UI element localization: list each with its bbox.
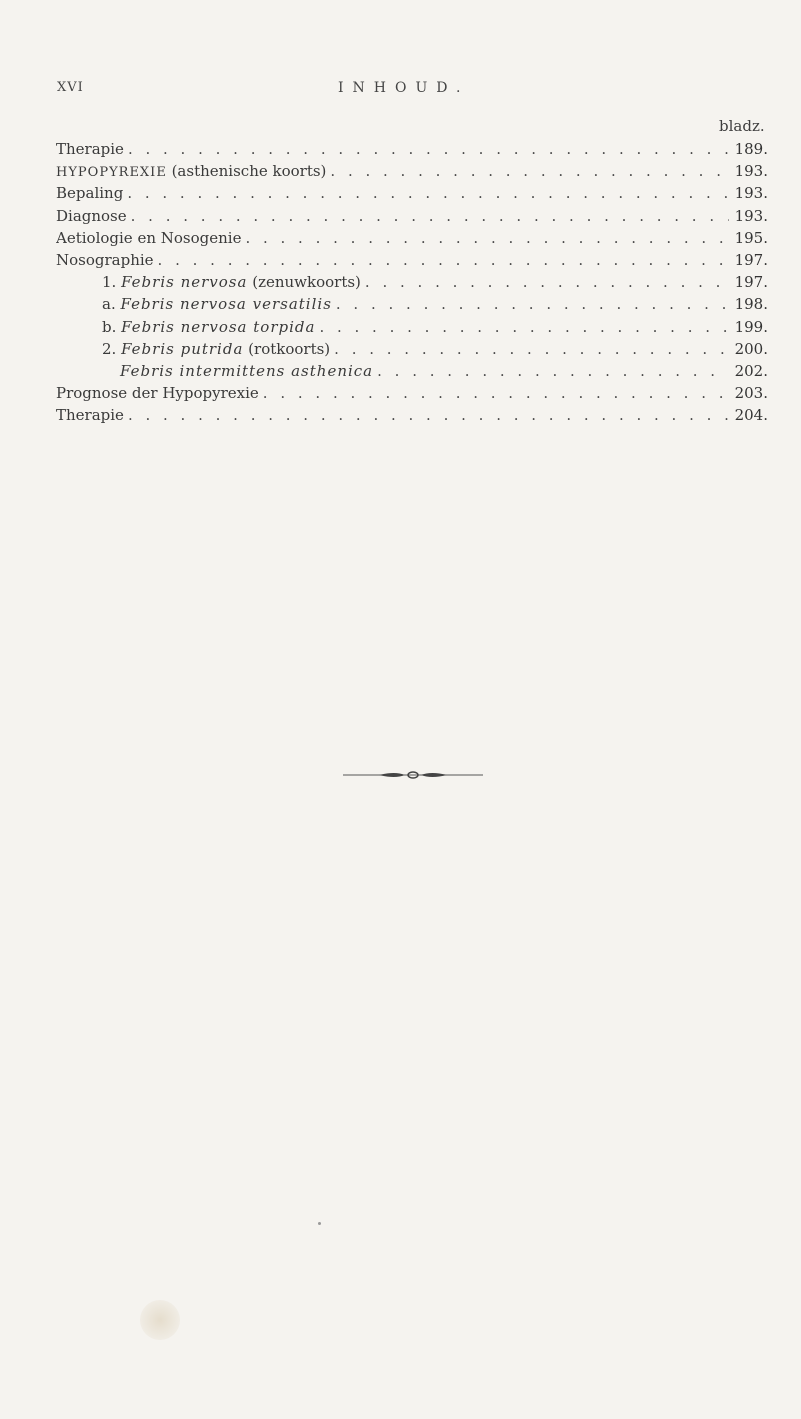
toc-entry-febris-nervosa (56, 273, 768, 295)
toc-entry-page: 203. (734, 384, 768, 403)
dot-leader (245, 229, 728, 247)
toc-entry-subtitle: (rotkoorts) (243, 339, 331, 358)
toc-entry-bepaling (56, 184, 768, 206)
toc-entry-number: a. (102, 295, 121, 314)
dot-leader (377, 362, 728, 380)
dot-leader (128, 140, 729, 158)
toc-entry-febris-intermittens (56, 362, 768, 384)
toc-entry-hypopyrexie (56, 162, 768, 184)
toc-entry-number: b. (102, 317, 122, 336)
toc-entry-title: Febris putrida (121, 339, 244, 358)
toc-entry-page: 198. (734, 295, 768, 314)
dot-leader (365, 273, 729, 291)
table-of-contents (56, 140, 768, 428)
toc-entry-title: Febris intermittens asthenica (120, 361, 374, 380)
toc-entry-page: 189. (734, 140, 768, 158)
running-title: INHOUD. (338, 80, 470, 96)
toc-entry-page: 202. (734, 361, 768, 380)
dot-leader (330, 162, 728, 180)
ink-speck (318, 1222, 321, 1225)
toc-entry-prognose (56, 384, 768, 406)
toc-entry-page: 195. (734, 228, 768, 247)
toc-entry-title: Febris nervosa (121, 273, 248, 292)
dot-leader (131, 207, 729, 225)
dot-leader (319, 318, 728, 336)
toc-entry-febris-nervosa-torpida (56, 318, 768, 340)
toc-entry-title: Bepaling (56, 184, 124, 203)
toc-entry-title: Nosographie (56, 250, 154, 269)
toc-entry-title: Aetiologie en Nosogenie (56, 228, 242, 247)
paper-stain (140, 1300, 180, 1340)
toc-entry-therapie (56, 140, 768, 162)
toc-entry-title: Febris nervosa torpida (121, 317, 316, 336)
toc-entry-subtitle: (asthenische koorts) (166, 162, 327, 181)
toc-entry-page: 197. (734, 273, 768, 292)
dot-leader (158, 251, 729, 269)
toc-entry-title: Therapie (56, 140, 124, 158)
dot-leader (263, 384, 729, 402)
toc-entry-page: 193. (734, 184, 768, 203)
toc-entry-page: 193. (734, 162, 768, 181)
toc-entry-page: 200. (734, 339, 768, 358)
toc-entry-subtitle: (zenuwkoorts) (247, 273, 361, 292)
toc-entry-page: 204. (734, 406, 768, 425)
dot-leader (127, 184, 728, 202)
page-number: XVI (57, 80, 84, 95)
toc-entry-number: 1. (102, 273, 122, 292)
page-column-header: bladz. (719, 117, 765, 135)
toc-entry-febris-putrida (56, 340, 768, 362)
toc-entry-page: 197. (734, 250, 768, 269)
toc-entry-title: Therapie (56, 406, 124, 425)
dot-leader (336, 295, 729, 313)
toc-entry-title: Febris nervosa versatilis (120, 295, 332, 314)
dot-leader (334, 340, 728, 358)
dot-leader (128, 406, 729, 424)
toc-entry-number: 2. (102, 339, 122, 358)
toc-entry-title: HYPOPYREXIE (56, 165, 167, 181)
toc-entry-aetiologie (56, 229, 768, 251)
toc-entry-title: Prognose der Hypopyrexie (56, 384, 259, 403)
toc-entry-page: 193. (734, 206, 768, 225)
toc-entry-therapie-2 (56, 406, 768, 428)
toc-entry-nosographie (56, 251, 768, 273)
toc-entry-title: Diagnose (56, 206, 127, 225)
ornament-divider (343, 770, 483, 780)
toc-entry-diagnose (56, 207, 768, 229)
toc-entry-febris-nervosa-versatilis (56, 295, 768, 317)
toc-entry-page: 199. (734, 317, 768, 336)
